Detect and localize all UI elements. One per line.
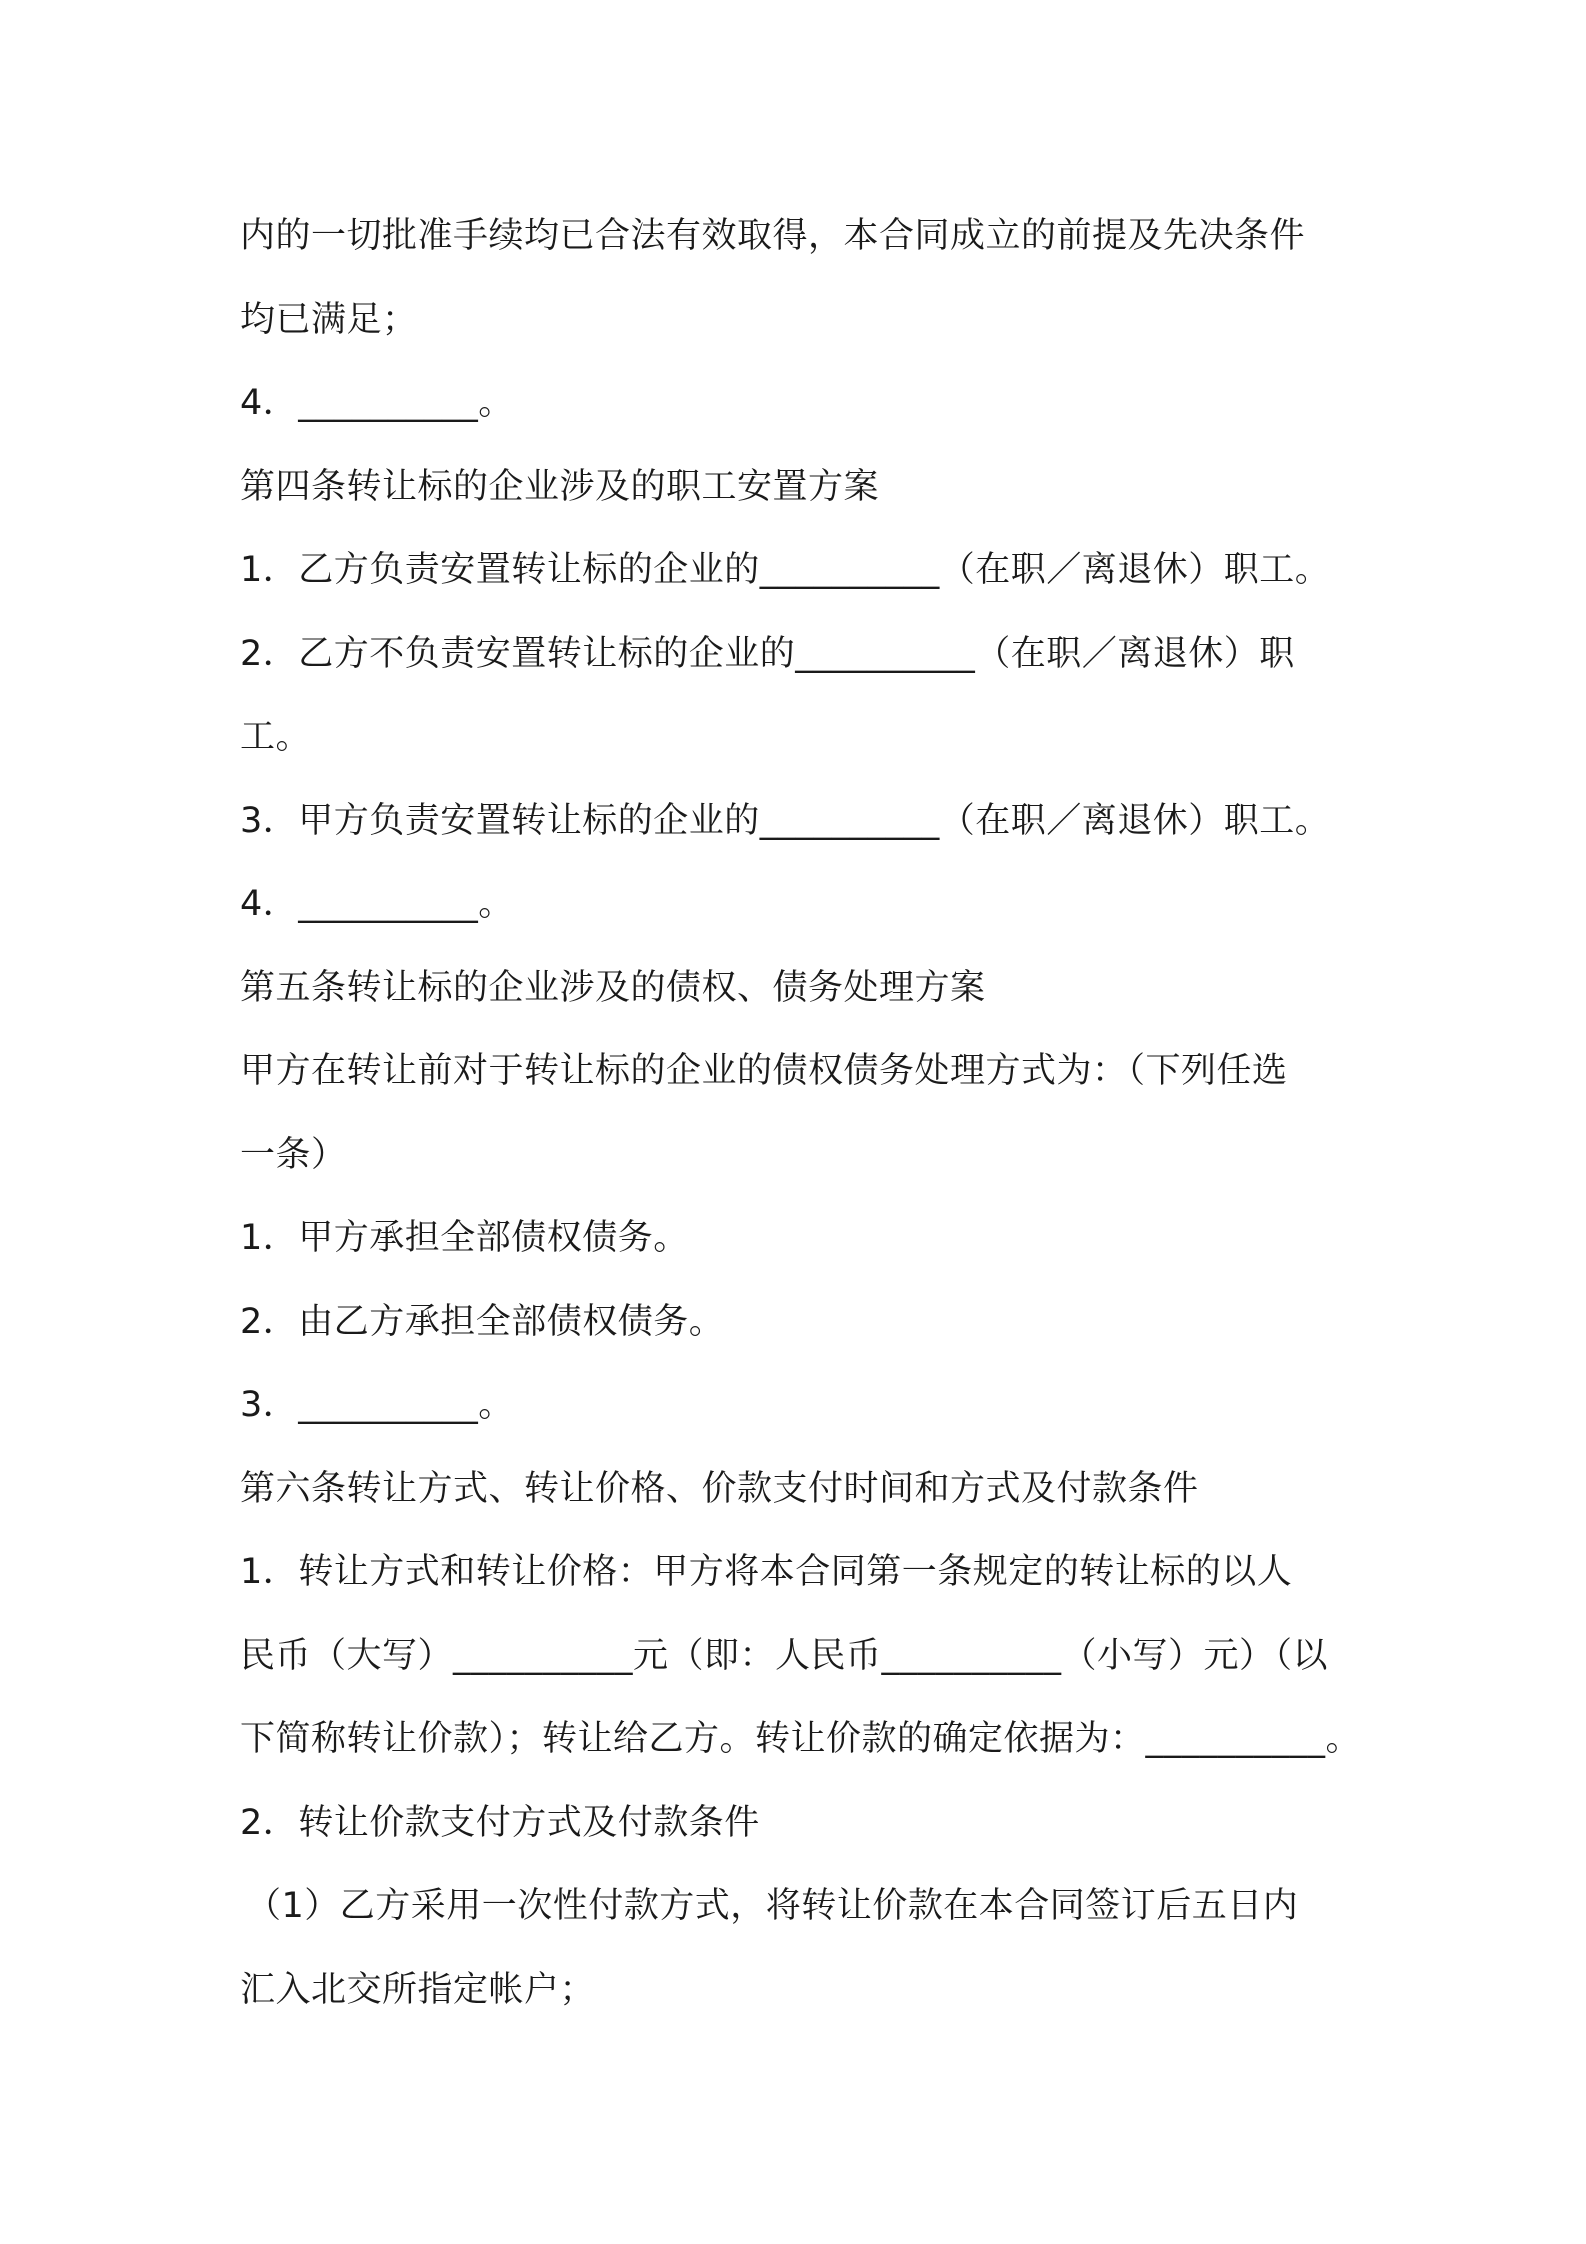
text-line: 甲方在转让前对于转让标的企业的债权债务处理方式为：（下列任选: [240, 1051, 1288, 1091]
list-item: 2．由乙方承担全部债权债务。: [240, 1301, 725, 1342]
list-item: 1．转让方式和转让价格：甲方将本合同第一条规定的转让标的以人: [240, 1552, 1293, 1592]
text-line: 内的一切批准手续均已合法有效取得，本合同成立的前提及先决条件: [240, 216, 1306, 256]
article-heading: 第六条转让方式、转让价格、价款支付时间和方式及付款条件: [240, 1468, 1199, 1509]
article-heading: 第五条转让标的企业涉及的债权、债务处理方案: [240, 967, 986, 1008]
list-item: 3．甲方负责安置转让标的企业的__________（在职／离退休）职工。: [240, 800, 1331, 841]
list-item: 3．__________。: [240, 1385, 514, 1425]
text-line: 均已满足；: [240, 299, 418, 340]
list-item: 4．__________。: [240, 383, 514, 423]
text-line: 汇入北交所指定帐户；: [240, 1969, 596, 2010]
text-line: 民币（大写）__________元（即：人民币__________（小写）元）（以: [240, 1635, 1329, 1676]
list-item: 4．__________。: [240, 884, 514, 924]
list-item: 2．转让价款支付方式及付款条件: [240, 1802, 760, 1843]
list-item: （1）乙方采用一次性付款方式，将转让价款在本合同签订后五日内: [246, 1886, 1299, 1926]
article-heading: 第四条转让标的企业涉及的职工安置方案: [240, 466, 880, 507]
text-line: 工。: [240, 717, 312, 757]
document-body: [240, 195, 1360, 2032]
list-item: 2．乙方不负责安置转让标的企业的__________（在职／离退休）职: [240, 633, 1295, 674]
list-item: 1．甲方承担全部债权债务。: [240, 1218, 689, 1258]
text-line: 下简称转让价款）；转让给乙方。转让价款的确定依据为：__________。: [240, 1719, 1362, 1759]
text-line: 一条）: [240, 1134, 347, 1175]
list-item: 1．乙方负责安置转让标的企业的__________（在职／离退休）职工。: [240, 550, 1331, 590]
